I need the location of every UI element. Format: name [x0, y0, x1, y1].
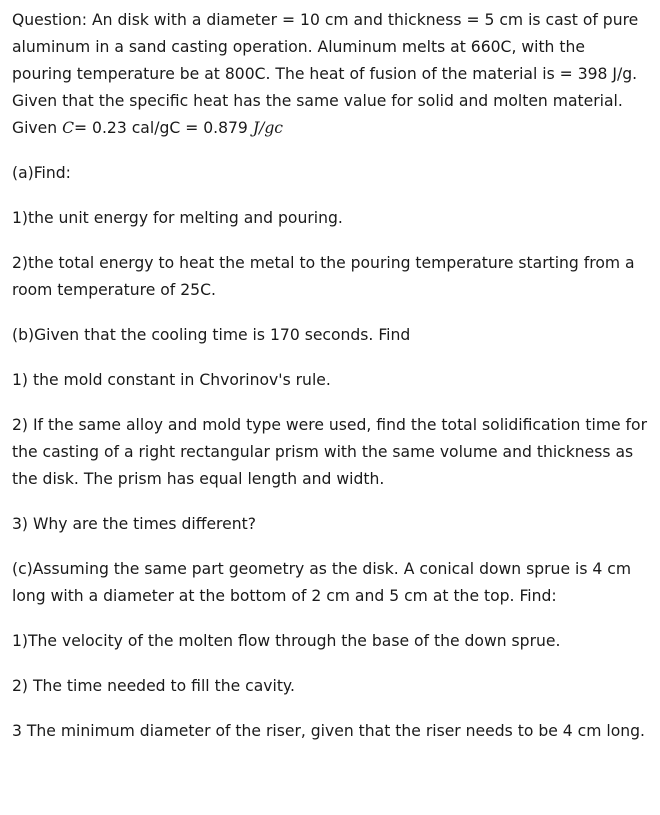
part-c-heading: (c)Assuming the same part geometry as the disk. A conical down sprue is 4 cm long with a diameter at the bottom of 2 cm and 5 cm at the top. Find: [12, 560, 632, 605]
question-intro-text: Question: An disk with a diameter = 10 cm and thickness = 5 cm is cast of pure aluminum in a sand casting operation. Aluminum melts at 660C, with the pouring temperature be at 800C. The heat of fusion of the material is = 398 J/g. Given that the specific heat has the same value for solid and molten material. [12, 11, 639, 110]
given-unit: J/gc [252, 119, 284, 137]
given-c-symbol: C [62, 119, 75, 137]
given-prefix: Given [12, 119, 63, 137]
part-b-item-1: 1) the mold constant in Chvorinov's rule. [12, 371, 331, 389]
part-c-item-1: 1)The velocity of the molten flow through the base of the down sprue. [12, 632, 561, 650]
part-c-item-3: 3 The minimum diameter of the riser, given that the riser needs to be 4 cm long. [12, 722, 645, 740]
part-a-item-1: 1)the unit energy for melting and pouring. [12, 209, 343, 227]
part-c-item-2: 2) The time needed to fill the cavity. [12, 677, 295, 695]
part-a-item-2: 2)the total energy to heat the metal to the pouring temperature starting from a room temperature of 25C. [12, 254, 635, 299]
part-b-heading: (b)Given that the cooling time is 170 seconds. Find [12, 326, 411, 344]
given-line [12, 119, 283, 137]
part-a-heading: (a)Find: [12, 164, 71, 182]
part-b-item-3: 3) Why are the times different? [12, 515, 256, 533]
question-intro [12, 7, 648, 142]
given-mid: = 0.23 cal/gC = 0.879 [74, 119, 253, 137]
part-b-item-2: 2) If the same alloy and mold type were used, find the total solidification time for the casting of a right rectangular prism with the same volume and thickness as the disk. The prism has equal length and width. [12, 416, 647, 488]
